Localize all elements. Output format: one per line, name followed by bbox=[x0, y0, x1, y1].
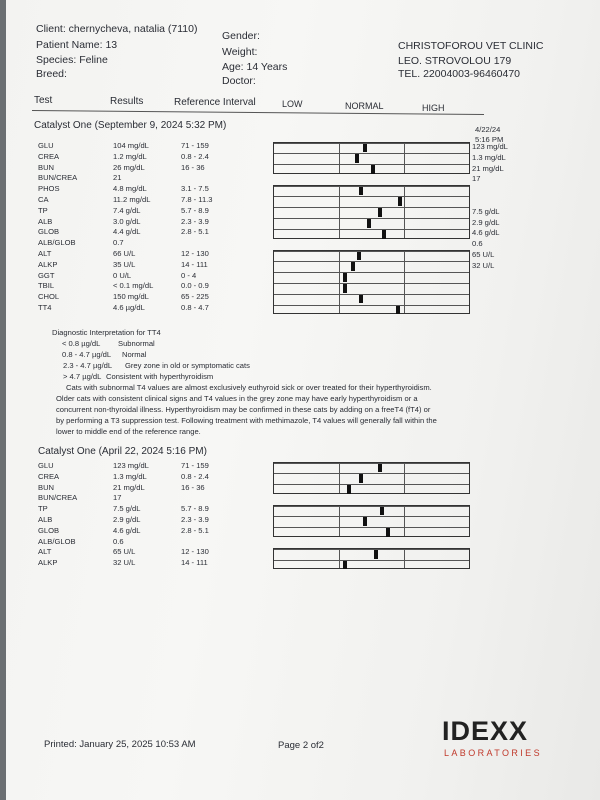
page-number: Page 2 of2 bbox=[278, 740, 324, 751]
interpretation-title: Diagnostic Interpretation for TT4 bbox=[52, 328, 161, 337]
result-value: 2.9 g/dL bbox=[113, 515, 141, 524]
result-value: 4.4 g/dL bbox=[113, 227, 141, 237]
previous-result: 65 U/L bbox=[472, 250, 495, 259]
interp-line-3: concurrent non-thyroidal illness. Hyperthyroidism may be confirmed in these cats by adding on a freeT4 (fT4) or bbox=[56, 405, 431, 414]
interp-line-4: by performing a T3 suppression test. Following treatment with methimazole, T4 values will generally fall within the bbox=[56, 416, 437, 425]
reference-interval: 0.0 - 0.9 bbox=[181, 281, 209, 291]
result-value: 1.3 mg/dL bbox=[113, 471, 147, 481]
range-marker bbox=[367, 219, 371, 228]
column-results: Results bbox=[110, 96, 144, 107]
result-test-name: CREA bbox=[38, 471, 60, 481]
range-marker bbox=[355, 154, 359, 163]
range-marker bbox=[363, 144, 367, 153]
range-graph-group bbox=[273, 250, 470, 315]
result-value: 32 U/L bbox=[113, 558, 136, 568]
reference-interval: 14 - 111 bbox=[181, 558, 208, 568]
idexx-logo: IDEXX bbox=[442, 716, 529, 746]
column-low: LOW bbox=[282, 99, 303, 109]
result-test-name: PHOS bbox=[38, 184, 60, 194]
clinic-telephone: TEL. 22004003-96460470 bbox=[398, 68, 521, 80]
result-value: < 0.1 mg/dL bbox=[113, 281, 154, 291]
reference-interval: 5.7 - 8.9 bbox=[181, 205, 209, 215]
weight-label: Weight: bbox=[222, 46, 258, 58]
result-test-name: CHOL bbox=[38, 292, 60, 302]
previous-result: 21 mg/dL bbox=[472, 163, 504, 173]
result-value: 7.4 g/dL bbox=[113, 205, 141, 215]
range-marker bbox=[357, 252, 361, 261]
result-test-name: CA bbox=[38, 195, 49, 204]
result-value: 0 U/L bbox=[113, 270, 132, 280]
result-value: 0.7 bbox=[113, 238, 124, 248]
result-value: 66 U/L bbox=[113, 249, 136, 258]
range-graph-group bbox=[273, 505, 470, 537]
interp-line-5: lower to middle end of the reference range. bbox=[56, 427, 201, 436]
result-value: 21 mg/dL bbox=[113, 482, 145, 492]
result-value: 26 mg/dL bbox=[113, 162, 145, 172]
previous-result: 2.9 g/dL bbox=[472, 217, 500, 227]
client-label: Client: chernycheva, natalia (7110) bbox=[36, 23, 198, 35]
idexx-logo-subtitle: LABORATORIES bbox=[444, 748, 542, 758]
result-test-name: GLOB bbox=[38, 227, 60, 237]
species-label: Species: Feline bbox=[36, 54, 108, 66]
interp-range-1: < 0.8 µg/dL bbox=[62, 339, 101, 348]
range-marker bbox=[398, 197, 402, 206]
result-value: 150 mg/dL bbox=[113, 292, 149, 302]
result-value: 123 mg/dL bbox=[113, 461, 149, 470]
range-marker bbox=[363, 517, 367, 526]
result-test-name: BUN bbox=[38, 482, 55, 492]
range-graph-group bbox=[273, 548, 470, 570]
reference-interval: 71 - 159 bbox=[181, 141, 209, 150]
result-test-name: CREA bbox=[38, 151, 60, 161]
result-test-name: GGT bbox=[38, 270, 55, 280]
range-marker bbox=[351, 262, 355, 271]
result-test-name: TP bbox=[38, 504, 48, 514]
reference-interval: 12 - 130 bbox=[181, 547, 209, 557]
interp-line-1: Cats with subnormal T4 values are almost exclusively euthyroid sick or over treated for their hyperthyroidism. bbox=[66, 383, 432, 392]
result-value: 4.6 g/dL bbox=[113, 525, 141, 535]
lab-report-page bbox=[6, 0, 600, 800]
range-marker bbox=[396, 306, 400, 315]
reference-interval: 2.3 - 3.9 bbox=[181, 515, 209, 524]
reference-interval: 16 - 36 bbox=[181, 162, 205, 172]
column-normal: NORMAL bbox=[345, 101, 384, 111]
range-graph-row bbox=[274, 527, 469, 539]
result-test-name: GLU bbox=[38, 141, 54, 150]
interp-range-2: 0.8 - 4.7 µg/dL bbox=[62, 350, 112, 359]
section1-title: Catalyst One (September 9, 2024 5:32 PM) bbox=[34, 120, 227, 131]
reference-interval: 2.3 - 3.9 bbox=[181, 216, 209, 226]
header-divider bbox=[32, 110, 484, 115]
reference-interval: 0.8 - 2.4 bbox=[181, 151, 209, 161]
reference-interval: 16 - 36 bbox=[181, 482, 205, 492]
interp-meaning-3: Grey zone in old or symptomatic cats bbox=[125, 361, 250, 370]
reference-interval: 2.8 - 5.1 bbox=[181, 525, 209, 535]
result-value: 65 U/L bbox=[113, 547, 136, 557]
range-marker bbox=[343, 561, 347, 570]
reference-interval: 3.1 - 7.5 bbox=[181, 184, 209, 194]
range-marker bbox=[378, 464, 382, 473]
result-value: 17 bbox=[113, 493, 122, 503]
result-test-name: GLU bbox=[38, 461, 54, 470]
reference-interval: 5.7 - 8.9 bbox=[181, 504, 209, 514]
previous-result: 1.3 mg/dL bbox=[472, 152, 506, 162]
reference-interval: 71 - 159 bbox=[181, 461, 209, 470]
range-marker bbox=[380, 507, 384, 516]
range-graph-row bbox=[274, 560, 469, 572]
range-marker bbox=[343, 284, 347, 293]
reference-interval: 0.8 - 4.7 bbox=[181, 303, 209, 312]
section2-title: Catalyst One (April 22, 2024 5:16 PM) bbox=[38, 446, 207, 457]
reference-interval: 2.8 - 5.1 bbox=[181, 227, 209, 237]
interp-range-3: 2.3 - 4.7 µg/dL bbox=[63, 361, 113, 370]
result-test-name: GLOB bbox=[38, 525, 60, 535]
reference-interval: 0 - 4 bbox=[181, 270, 197, 280]
range-marker bbox=[386, 528, 390, 537]
result-value: 21 bbox=[113, 173, 122, 183]
result-test-name: BUN/CREA bbox=[38, 493, 78, 503]
range-marker bbox=[374, 550, 378, 559]
result-test-name: ALB bbox=[38, 515, 53, 524]
result-test-name: ALKP bbox=[38, 259, 58, 269]
reference-interval: 14 - 111 bbox=[181, 259, 208, 269]
interp-meaning-1: Subnormal bbox=[118, 339, 155, 348]
previous-result: 0.6 bbox=[472, 239, 483, 249]
previous-result-time: 5:16 PM bbox=[475, 135, 504, 144]
range-graph-row bbox=[274, 229, 469, 241]
interp-range-4: > 4.7 µg/dL bbox=[63, 372, 102, 381]
result-test-name: ALB/GLOB bbox=[38, 238, 76, 248]
range-graph-group bbox=[273, 142, 470, 174]
result-test-name: ALT bbox=[38, 249, 52, 258]
result-value: 0.6 bbox=[113, 536, 124, 546]
range-marker bbox=[359, 474, 363, 483]
previous-result: 7.5 g/dL bbox=[472, 206, 500, 216]
previous-result: 4.6 g/dL bbox=[472, 228, 500, 238]
result-value: 104 mg/dL bbox=[113, 141, 149, 150]
previous-result-date: 4/22/24 bbox=[475, 125, 501, 134]
clinic-address: LEO. STROVOLOU 179 bbox=[398, 55, 512, 67]
result-test-name: TP bbox=[38, 205, 48, 215]
result-value: 4.6 µg/dL bbox=[113, 303, 145, 312]
result-test-name: ALB/GLOB bbox=[38, 536, 76, 546]
patient-label: Patient Name: 13 bbox=[36, 39, 118, 51]
reference-interval: 12 - 130 bbox=[181, 249, 209, 258]
result-value: 1.2 mg/dL bbox=[113, 151, 147, 161]
clinic-name: CHRISTOFOROU VET CLINIC bbox=[398, 40, 544, 52]
breed-label: Breed: bbox=[36, 68, 67, 80]
previous-result: 123 mg/dL bbox=[472, 142, 508, 151]
interp-meaning-2: Normal bbox=[122, 350, 147, 359]
result-test-name: BUN/CREA bbox=[38, 173, 78, 183]
range-graph-row bbox=[274, 484, 469, 496]
range-marker bbox=[359, 295, 363, 304]
column-high: HIGH bbox=[422, 103, 445, 113]
age-label: Age: 14 Years bbox=[222, 61, 288, 73]
interp-line-2: Older cats with consistent clinical signs and T4 values in the grey zone may have early hyperthyroidism or a bbox=[56, 394, 418, 403]
previous-result: 32 U/L bbox=[472, 260, 495, 270]
result-test-name: ALKP bbox=[38, 558, 58, 568]
reference-interval: 0.8 - 2.4 bbox=[181, 471, 209, 481]
previous-result: 17 bbox=[472, 174, 481, 184]
range-marker bbox=[378, 208, 382, 217]
gender-label: Gender: bbox=[222, 30, 260, 42]
result-value: 3.0 g/dL bbox=[113, 216, 141, 226]
result-value: 11.2 mg/dL bbox=[113, 195, 151, 204]
range-marker bbox=[347, 485, 351, 494]
result-value: 7.5 g/dL bbox=[113, 504, 141, 514]
result-value: 35 U/L bbox=[113, 259, 136, 269]
reference-interval: 7.8 - 11.3 bbox=[181, 195, 213, 204]
doctor-label: Doctor: bbox=[222, 75, 256, 87]
printed-timestamp: Printed: January 25, 2025 10:53 AM bbox=[44, 739, 196, 750]
result-test-name: ALT bbox=[38, 547, 52, 557]
reference-interval: 65 - 225 bbox=[181, 292, 209, 302]
column-test: Test bbox=[34, 95, 53, 106]
result-test-name: BUN bbox=[38, 162, 55, 172]
result-value: 4.8 mg/dL bbox=[113, 184, 147, 194]
range-marker bbox=[343, 273, 347, 282]
result-test-name: ALB bbox=[38, 216, 53, 226]
range-graph-row bbox=[274, 305, 469, 317]
range-marker bbox=[359, 187, 363, 196]
range-marker bbox=[371, 165, 375, 174]
range-graph-group bbox=[273, 462, 470, 494]
column-reference: Reference Interval bbox=[174, 97, 256, 108]
result-test-name: TT4 bbox=[38, 303, 52, 312]
result-test-name: TBIL bbox=[38, 281, 55, 291]
range-graph-group bbox=[273, 185, 470, 239]
interp-meaning-4: Consistent with hyperthyroidism bbox=[106, 372, 214, 381]
range-marker bbox=[382, 230, 386, 239]
